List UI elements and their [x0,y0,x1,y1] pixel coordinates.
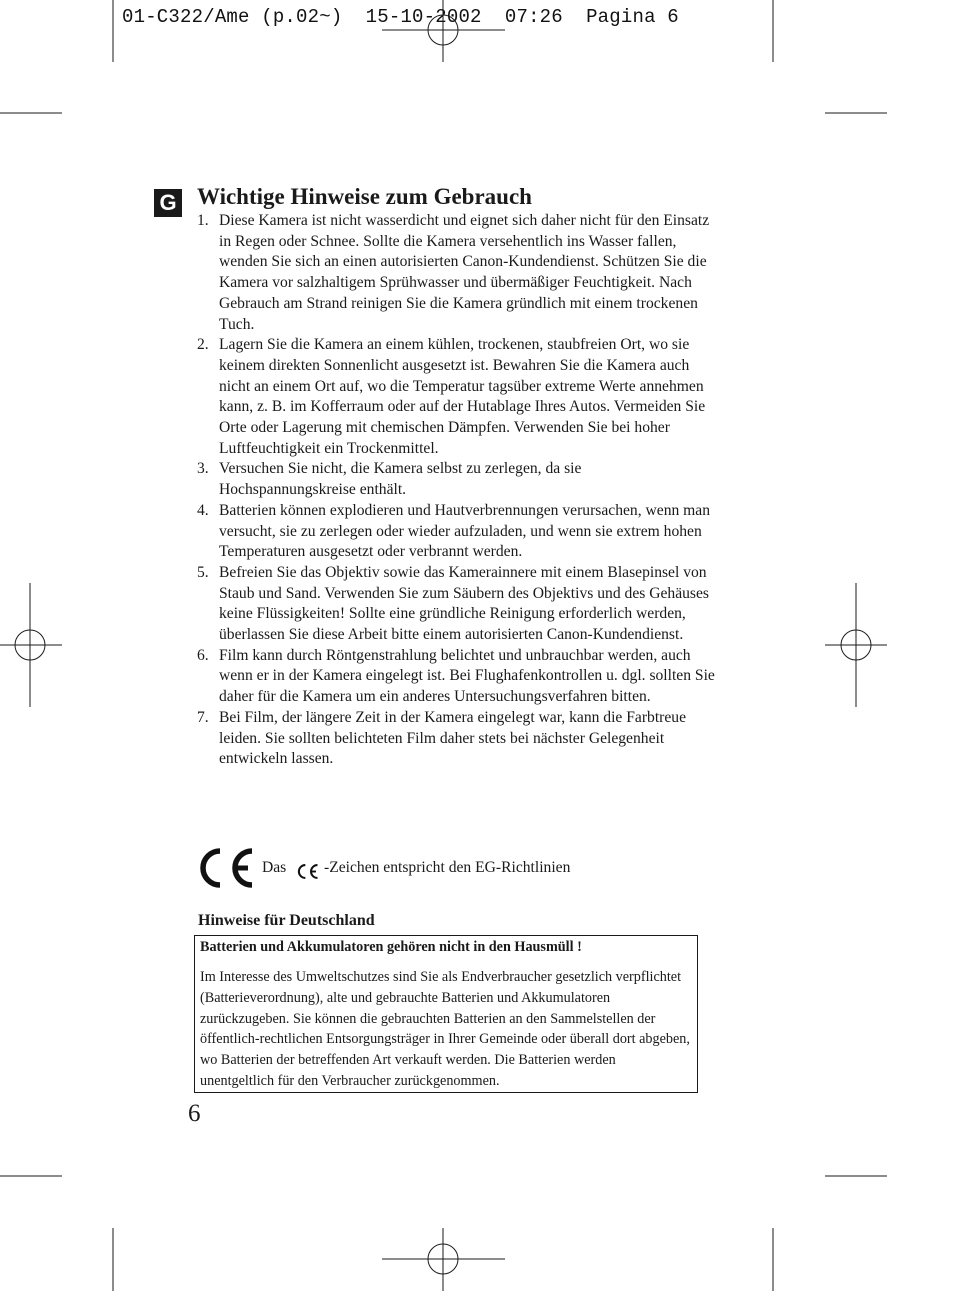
list-item [197,646,717,708]
ce-text-after: -Zeichen entspricht den EG-Richtlinien [324,859,571,876]
list-item [197,708,717,770]
language-badge: G [154,189,182,217]
item-number: 7. [197,708,209,726]
battery-disposal-notice [194,935,698,1093]
usage-notes-list [197,211,717,770]
item-number: 1. [197,212,209,229]
item-text: Film kann durch Röntgenstrahlung belichtet und unbrauchbar werden, auch wenn er in der Kamera eingelegt ist. Bei Flughafenkontrollen u. dgl. sollten Sie daher für die Kamera um ein anderes Untersuchungsverfahren bitten. [219,646,715,706]
item-text: Diese Kamera ist nicht wasserdicht und eignet sich daher nicht für den Einsatz in Regen oder Schnee. Sollte die Kamera versehentlich ins Wasser fallen, wenden Sie sich an einen autorisierten Canon-Kundendienst. Schützen Sie die Kamera vor salzhaltigem Sprühwasser und übermäßiger Feuchtigkeit. Nach Gebrauch am Strand reinigen Sie die Kamera gründlich mit einem trockenen Tuch. [219,212,710,333]
list-item [197,563,717,646]
list-item [197,211,717,335]
item-text: Versuchen Sie nicht, die Kamera selbst zu zerlegen, da sie Hochspannungskreise enthält. [219,460,582,499]
item-number: 2. [197,336,209,354]
ce-mark-small-icon [297,863,319,880]
item-number: 6. [197,646,209,664]
item-number: 3. [197,460,209,478]
ce-mark-icon [198,846,256,890]
list-item [197,459,717,500]
list-item [197,335,717,459]
page-number: 6 [188,1100,201,1127]
section-title: Wichtige Hinweise zum Gebrauch [197,184,532,209]
germany-heading: Hinweise für Deutschland [198,912,375,929]
print-slug-header: 01-C322/Ame (p.02~) 15-10-2002 07:26 Pagina 6 [122,6,679,28]
ce-text-before: Das [262,859,287,876]
item-number: 4. [197,501,209,519]
item-number: 5. [197,563,209,581]
item-text: Befreien Sie das Objektiv sowie das Kamerainnere mit einem Blasepinsel von Staub und Sand. Verwenden Sie zum Säubern des Objektivs und des Gehäuses keine Flüssigkeiten! Sollte eine gründliche Reinigung erforderlich werden, überlassen Sie diese Arbeit bitte einem autorisierten Canon-Kundendienst. [219,563,709,644]
notice-heading: Batterien und Akkumulatoren gehören nicht in den Hausmüll ! [200,939,582,955]
notice-body: Im Interesse des Umweltschutzes sind Sie als Endverbraucher gesetzlich verpflichtet (Batterieverordnung), alte und gebrauchte Batterien und Akkumulatoren zurückzugeben. Sie können die gebrauchten Batterien an den Sammelstellen der öffentlich-rechtlichen Entsorgungsträger in Ihrer Gemeinde oder überall dort abgeben, wo Batterien der betreffenden Art verkauft werden. Die Batterien werden unentgeltlich für den Verbraucher zurückgenommen. [200,969,690,1089]
item-text: Bei Film, der längere Zeit in der Kamera eingelegt war, kann die Farbtreue leiden. Sie sollten belichteten Film daher stets bei nächster Gelegenheit entwickeln lassen. [219,708,687,768]
item-text: Batterien können explodieren und Hautverbrennungen verursachen, wenn man versucht, sie zu zerlegen oder wieder aufzuladen, und wenn sie extrem hohen Temperaturen ausgesetzt oder verbrannt werden. [219,501,711,561]
item-text: Lagern Sie die Kamera an einem kühlen, trockenen, staubfreien Ort, wo sie keinem direkten Sonnenlicht ausgesetzt ist. Bewahren Sie die Kamera auch nicht an einem Ort auf, wo die Temperatur tagsüber extreme Werte annehmen kann, z. B. im Kofferraum oder auf der Hutablage Ihres Autos. Vermeiden Sie Orte oder Lagerung mit chemischen Dämpfen. Verwenden Sie bei hoher Luftfeuchtigkeit ein Trockenmittel. [219,336,706,457]
list-item [197,501,717,563]
